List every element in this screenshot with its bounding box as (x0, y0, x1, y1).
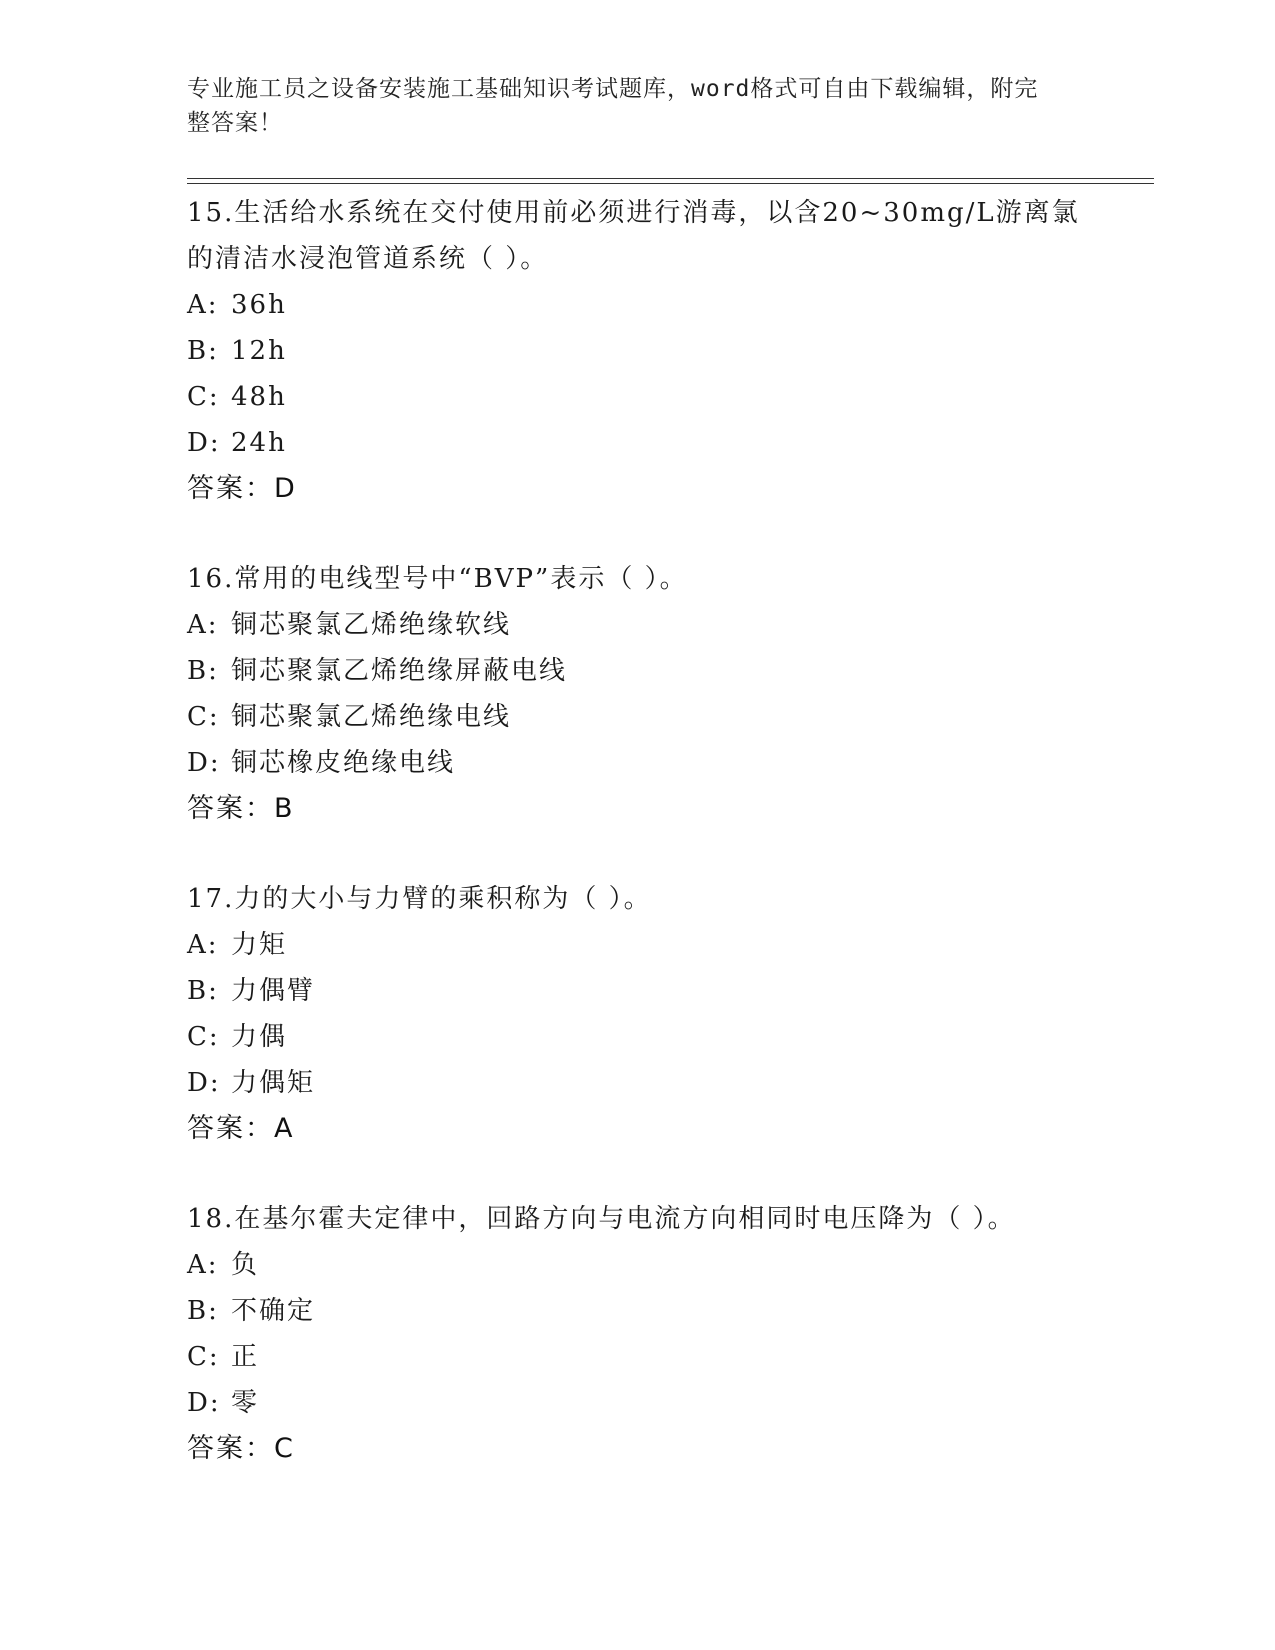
header-divider-bottom (187, 183, 1154, 184)
option-text: 正 (231, 1342, 260, 1372)
option-letter: D: (187, 428, 221, 458)
answer-label: 答案： (187, 793, 274, 824)
question-text-line1: 力的大小与力臂的乘积称为（ ）。 (234, 884, 652, 914)
option-letter: A: (187, 610, 219, 640)
option-d (187, 740, 1087, 786)
answer-value: C (274, 1433, 293, 1464)
option-letter: A: (187, 290, 219, 320)
answer-line (187, 466, 1087, 512)
answer-label: 答案： (187, 473, 274, 504)
question-text-line1: 在基尔霍夫定律中，回路方向与电流方向相同时电压降为（ ）。 (234, 1204, 1016, 1234)
option-text: 力偶矩 (231, 1068, 316, 1098)
option-b (187, 968, 1087, 1014)
answer-line (187, 1426, 1087, 1472)
option-letter: D: (187, 748, 221, 778)
option-text: 负 (231, 1250, 260, 1280)
option-letter: B: (187, 336, 219, 366)
answer-value: D (274, 473, 295, 504)
option-text: 铜芯聚氯乙烯绝缘电线 (231, 702, 512, 732)
question-number: 18. (187, 1204, 235, 1234)
question-number: 16. (187, 564, 235, 594)
option-text: 24h (231, 428, 287, 458)
question-17 (187, 876, 1087, 1152)
option-d (187, 420, 1087, 466)
option-text: 力矩 (231, 930, 288, 960)
question-text-line1: 生活给水系统在交付使用前必须进行消毒，以含20~30mg/L游离氯 (234, 198, 1080, 228)
answer-value: B (274, 793, 293, 824)
option-letter: D: (187, 1068, 221, 1098)
option-letter: D: (187, 1388, 221, 1418)
option-c (187, 694, 1087, 740)
question-stem (187, 556, 1087, 602)
option-a (187, 282, 1087, 328)
answer-line (187, 1106, 1087, 1152)
option-text: 铜芯聚氯乙烯绝缘屏蔽电线 (231, 656, 568, 686)
answer-line (187, 786, 1087, 832)
option-letter: C: (187, 702, 220, 732)
header-line-1: 专业施工员之设备安装施工基础知识考试题库，word格式可自由下载编辑，附完 (187, 76, 1039, 102)
option-d (187, 1380, 1087, 1426)
option-a (187, 1242, 1087, 1288)
question-text-line1: 常用的电线型号中“BVP”表示（ ）。 (234, 564, 688, 594)
question-15 (187, 190, 1087, 512)
question-text-line2: 的清洁水浸泡管道系统（ ）。 (187, 244, 549, 274)
option-a (187, 602, 1087, 648)
option-b (187, 648, 1087, 694)
question-stem (187, 876, 1087, 922)
option-c (187, 374, 1087, 420)
answer-label: 答案： (187, 1433, 274, 1464)
option-b (187, 1288, 1087, 1334)
option-letter: B: (187, 656, 219, 686)
option-text: 不确定 (231, 1296, 316, 1326)
option-d (187, 1060, 1087, 1106)
option-text: 力偶 (231, 1022, 288, 1052)
option-text: 零 (231, 1388, 260, 1418)
question-number: 17. (187, 884, 235, 914)
option-text: 12h (231, 336, 287, 366)
option-text: 36h (231, 290, 287, 320)
header-line-2: 整答案！ (187, 110, 283, 136)
option-c (187, 1334, 1087, 1380)
question-16 (187, 556, 1087, 832)
document-header (187, 72, 1077, 140)
option-c (187, 1014, 1087, 1060)
option-letter: B: (187, 1296, 219, 1326)
question-stem (187, 1196, 1087, 1242)
answer-value: A (274, 1113, 293, 1144)
option-letter: C: (187, 1342, 220, 1372)
answer-label: 答案： (187, 1113, 274, 1144)
option-letter: C: (187, 1022, 220, 1052)
option-letter: A: (187, 1250, 219, 1280)
option-text: 铜芯聚氯乙烯绝缘软线 (231, 610, 512, 640)
header-divider-top (187, 178, 1154, 179)
option-b (187, 328, 1087, 374)
option-text: 铜芯橡皮绝缘电线 (231, 748, 456, 778)
option-letter: B: (187, 976, 219, 1006)
option-text: 力偶臂 (231, 976, 316, 1006)
question-18 (187, 1196, 1087, 1472)
option-a (187, 922, 1087, 968)
option-letter: A: (187, 930, 219, 960)
question-number: 15. (187, 198, 235, 228)
question-stem (187, 190, 1087, 236)
option-letter: C: (187, 382, 220, 412)
option-text: 48h (231, 382, 287, 412)
